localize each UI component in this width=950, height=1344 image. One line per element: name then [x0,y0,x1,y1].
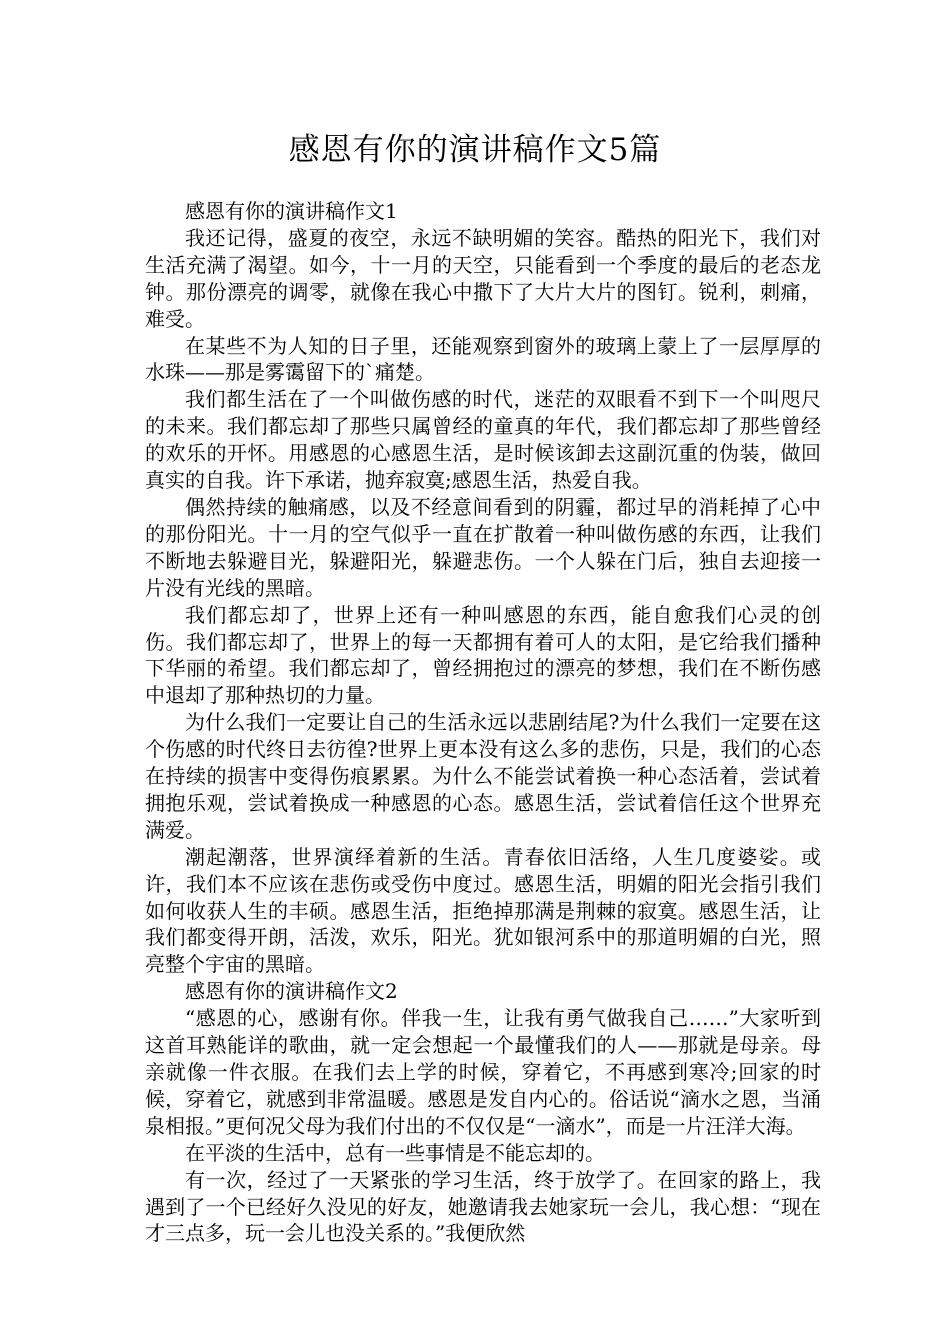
paragraph: 为什么我们一定要让自己的生活永远以悲剧结尾?为什么我们一定要在这个伤感的时代终日去彷徨?世界上更本没有这么多的悲伤，只是，我们的心态在持续的损害中变得伤痕累累。为什么不能尝试着换一种心态活着，尝试着拥抱乐观，尝试着换成一种感恩的心态。感恩生活，尝试着信任这个世界充满爱。 [145,710,821,842]
paragraph: “感恩的心，感谢有你。伴我一生，让我有勇气做我自己……”大家听到这首耳熟能详的歌曲，就一定会想起一个最懂我们的人——那就是母亲。母亲就像一件衣服。在我们去上学的时候，穿着它，不再感到寒冷;回家的时候，穿着它，就感到非常温暖。感恩是发自内心的。俗话说“滴水之恩，当涌泉相报。”更何况父母为我们付出的不仅仅是“一滴水”，而是一片汪洋大海。 [145,1006,821,1138]
paragraph: 潮起潮落，世界演绎着新的生活。青春依旧活络，人生几度婆娑。或许，我们本不应该在悲伤或受伤中度过。感恩生活，明媚的阳光会指引我们如何收获人生的丰硕。感恩生活，拒绝掉那满是荆棘的寂寞。感恩生活，让我们都变得开朗，活泼，欢乐，阳光。犹如银河系中的那道明媚的白光，照亮整个宇宙的黑暗。 [145,844,821,977]
section-heading-2: 感恩有你的演讲稿作文2 [185,979,398,1004]
paragraph: 我还记得，盛夏的夜空，永远不缺明媚的笑容。酷热的阳光下，我们对生活充满了渴望。如今，十一月的天空，只能看到一个季度的最后的老态龙钟。那份漂亮的调零，就像在我心中撒下了大片大片的图钉。锐利，刺痛，难受。 [145,225,821,331]
paragraph: 我们都忘却了，世界上还有一种叫感恩的东西，能自愈我们心灵的创伤。我们都忘却了，世界上的每一天都拥有着可人的太阳，是它给我们播种下华丽的希望。我们都忘却了，曾经拥抱过的漂亮的梦想，我们在不断伤感中退却了那种热切的力量。 [145,602,821,708]
paragraph: 在某些不为人知的日子里，还能观察到窗外的玻璃上蒙上了一层厚厚的水珠——那是雾霭留下的`痛楚。 [145,333,821,385]
paragraph: 有一次，经过了一天紧张的学习生活，终于放学了。在回家的路上，我遇到了一个已经好久没见的好友，她邀请我去她家玩一会儿，我心想：“现在才三点多，玩一会儿也没关系的。”我便欣然 [145,1167,821,1246]
paragraph: 偶然持续的触痛感，以及不经意间看到的阴霾，都过早的消耗掉了心中的那份阳光。十一月的空气似乎一直在扩散着一种叫做伤感的东西，让我们不断地去躲避目光，躲避阳光，躲避悲伤。一个人躲在门后，独自去迎接一片没有光线的黑暗。 [145,494,821,600]
section-heading-1: 感恩有你的演讲稿作文1 [185,199,398,223]
paragraph: 在平淡的生活中，总有一些事情是不能忘却的。 [185,1140,605,1165]
document-body [145,198,821,1247]
document-title: 感恩有你的演讲稿作文5篇 [288,132,662,168]
paragraph: 我们都生活在了一个叫做伤感的时代，迷茫的双眼看不到下一个叫咫尺的未来。我们都忘却了那些只属曾经的童真的年代，我们都忘却了那些曾经的欢乐的开怀。用感恩的心感恩生活，是时候该卸去这副沉重的伪装，做回真实的自我。许下承诺，抛弃寂寞;感恩生活，热爱自我。 [145,387,821,493]
